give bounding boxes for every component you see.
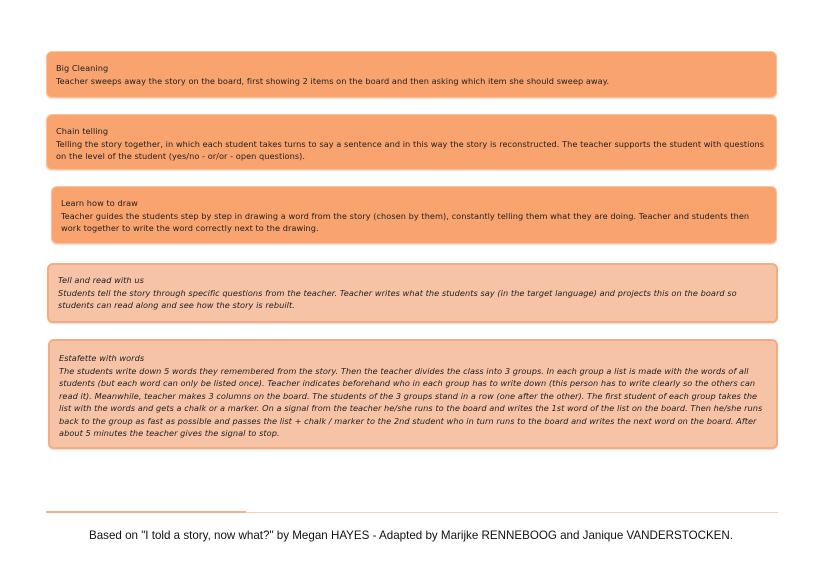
activity-title: Estafette with words xyxy=(59,353,145,363)
activity-card-learn-how-to-draw xyxy=(51,186,777,244)
activity-description: Teacher sweeps away the story on the board, first showing 2 items on the board and then asking which item she should sweep away. xyxy=(56,75,610,86)
activity-description: Students tell the story through specific questions from the teacher. Teacher writes what the students say (in the target language) and projects this on the board so students can read along and see how the story is rebuilt. xyxy=(58,287,737,310)
footer-credit: Based on "I told a story, now what?" by Megan HAYES - Adapted by Marijke RENNEBOOG and Janique VANDERSTOCKEN. xyxy=(88,529,734,542)
footer-divider-accent xyxy=(46,511,246,513)
activity-card-chain-telling xyxy=(46,114,777,170)
activity-title: Learn how to draw xyxy=(61,198,138,208)
activity-card-estafette-with-words xyxy=(48,339,778,449)
activity-card-tell-and-read xyxy=(47,263,778,323)
activity-description: The students write down 5 words they remembered from the story. Then the teacher divides the class into 3 groups. In each group a list is made with the words of all students (but each word can only be listed once). Teacher indicates beforehand who in each group has to write down (this person has to write clearly so the others can read it). Meanwhile, teacher makes 3 columns on the board. The students of the 3 groups stand in a row (one after the other). The first student of each group takes the list with the words and gets a chalk or a marker. On a signal from the teacher he/she runs to the board and writes the 1st word of the list on the board. Then he/she runs back to the group as fast as possible and passes the list + chalk / marker to the 2nd student who in turn runs to the board and writes the next word on the board. After about 5 minutes the teacher gives the signal to stop. xyxy=(59,365,763,439)
activity-title: Tell and read with us xyxy=(58,275,144,285)
activity-description: Teacher guides the students step by step in drawing a word from the story (chosen by them), constantly telling them what they are doing. Teacher and students then work together to write the word correctly next to the drawing. xyxy=(61,210,750,233)
activity-title: Chain telling xyxy=(56,126,109,136)
activity-card-big-cleaning xyxy=(46,51,777,98)
activity-description: Telling the story together, in which each student takes turns to say a sentence and in this way the story is reconstructed. The teacher supports the student with questions on the level of the student (yes/no - or/or - open questions). xyxy=(56,138,765,161)
activity-title: Big Cleaning xyxy=(56,63,109,73)
